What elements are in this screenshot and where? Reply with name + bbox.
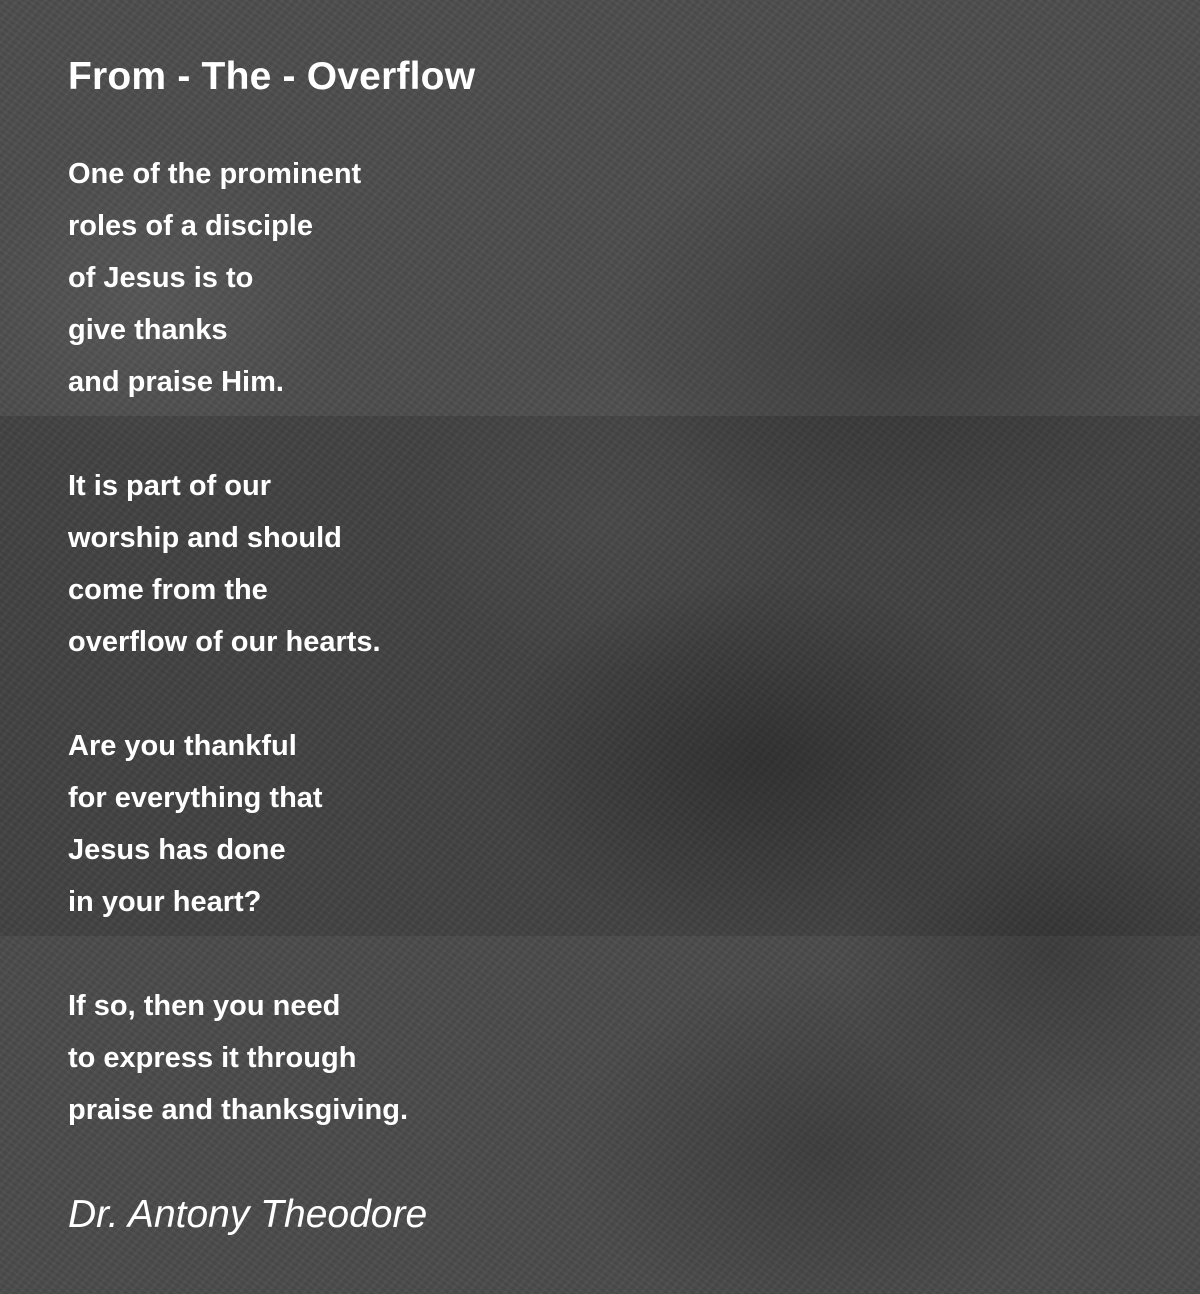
poem-title: From - The - Overflow [68,55,476,98]
poem-author: Dr. Antony Theodore [68,1193,428,1236]
poem-line: of Jesus is to [68,262,254,294]
poem-line: overflow of our hearts. [68,626,381,658]
poem-line: give thanks [68,314,228,346]
stanza [68,460,1148,668]
poem-line: and praise Him. [68,366,284,398]
poem-line: in your heart? [68,886,262,918]
stanza [68,720,1148,928]
poem-line: for everything that [68,782,323,814]
stanza [68,148,1148,408]
poem-line: praise and thanksgiving. [68,1094,409,1126]
poem-line: One of the prominent [68,158,362,190]
poem-line: come from the [68,574,268,606]
poem-line: Are you thankful [68,730,297,762]
poem-line: Jesus has done [68,834,286,866]
poem-line: worship and should [68,522,342,554]
poem-body [68,148,1148,1136]
stanza [68,980,1148,1136]
poem-line: roles of a disciple [68,210,313,242]
poem-line: If so, then you need [68,990,341,1022]
poem-container [68,52,1148,1188]
poem-line: It is part of our [68,470,271,502]
poem-line: to express it through [68,1042,357,1074]
